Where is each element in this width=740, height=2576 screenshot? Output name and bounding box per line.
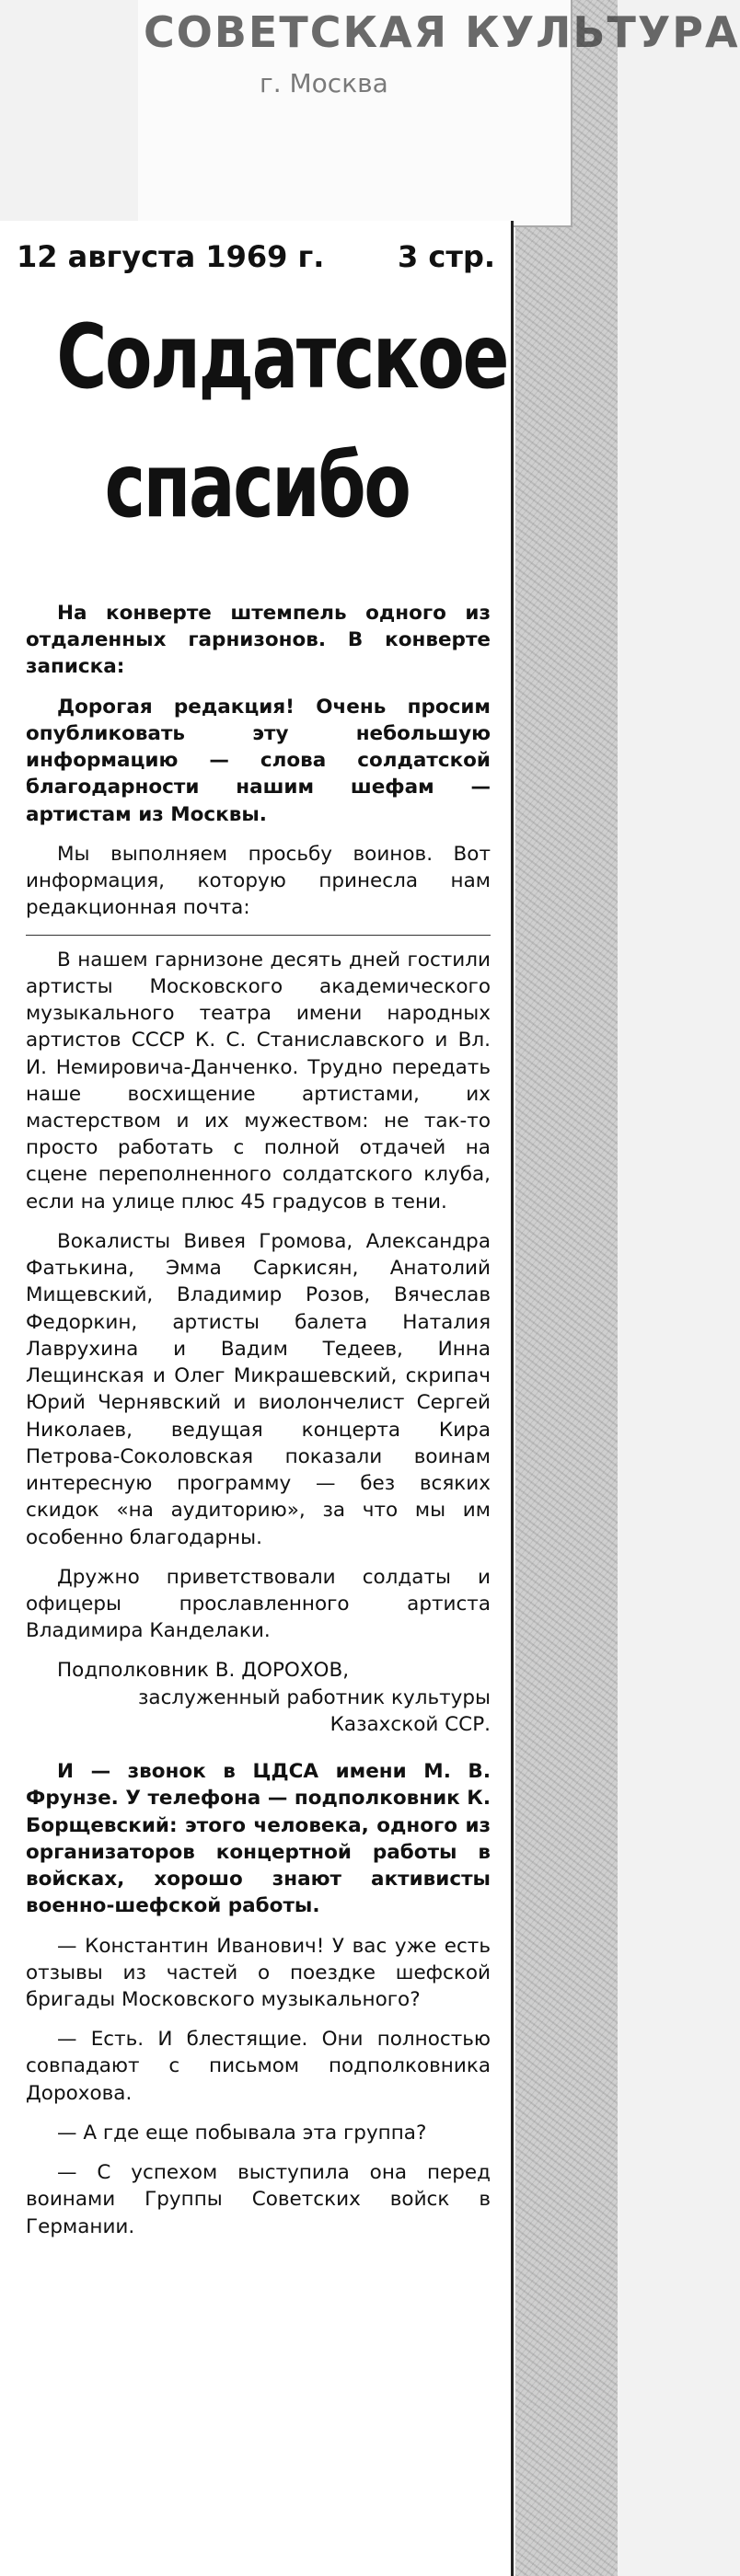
signature-title: заслуженный работник культуры Казахской ССР.: [138, 1685, 491, 1736]
photocopy-margin: [515, 0, 618, 2576]
dateline: [17, 239, 495, 274]
article-phone-call: И — звонок в ЦДСА имени М. В. Фрунзе. У телефона — подполковник К. Борщевский: этого человека, одного из организаторов концертной работы в войсках, хорошо знают активисты военно-шефской работы.: [26, 1760, 491, 1918]
headline-line-2: спасибо: [104, 434, 410, 537]
article-paragraph: Дружно приветствовали солдаты и офицеры прославленного артиста Владимира Канделаки.: [26, 1565, 491, 1643]
issue-date: 12 августа 1969 г.: [17, 239, 325, 274]
interview-answer: — Есть. И блестящие. Они полностью совпадают с письмом подполковника Дорохова.: [26, 2028, 491, 2105]
article-signature: [26, 1657, 491, 1738]
article-letter: Дорогая редакция! Очень просим опубликовать эту небольшую информацию — слова солдатской благодарности нашим шефам — артистам из Москвы.: [26, 695, 491, 826]
signature-name: Подполковник В. ДОРОХОВ,: [57, 1659, 350, 1683]
page-number: 3 стр.: [398, 239, 495, 274]
interview-question: — Константин Иванович! У вас уже есть отзывы из частей о поездке шефской бригады Московского музыкального?: [26, 1934, 491, 2012]
clipping-stamp: [138, 0, 740, 227]
article-request: Мы выполняем просьбу воинов. Вот информация, которую принесла нам редакционная почта:: [26, 842, 491, 920]
clipping-source: СОВЕТСКАЯ КУЛЬТУРА: [144, 7, 740, 57]
clipping-city: г. Москва: [260, 68, 388, 98]
headline-line-1: Солдатское: [56, 305, 508, 408]
interview-answer: — С успехом выступила она перед воинами Группы Советских войск в Германии.: [26, 2161, 491, 2238]
interview-question: — А где еще побывала эта группа?: [57, 2121, 427, 2145]
article-body: [26, 600, 491, 2253]
article-intro: На конверте штемпель одного из отдаленных гарнизонов. В конверте записка:: [26, 602, 491, 679]
article-paragraph: В нашем гарнизоне десять дней гостили артисты Московского академического музыкального театра имени народных артистов СССР К. С. Станиславского и Вл. И. Немировича-Данченко. Трудно передать наше восхищение артистами, их мастерством и их мужеством: не так-то просто работать с полной отдачей на сцене переполненного солдатского клуба, если на улице плюс 45 градусов в тени.: [26, 948, 491, 1213]
article-paragraph: Вокалисты Вивея Громова, Александра Фатькина, Эмма Саркисян, Анатолий Мищевский, Владимир Розов, Вячеслав Федоркин, артисты балета Наталия Лаврухина и Вадим Тедеев, Инна Лещинская и Олег Микрашевский, скрипач Юрий Чернявский и виолончелист Сергей Николаев, ведущая концерта Кира Петрова-Соколовская показали воинам интересную программу — без всяких скидок «на аудиторию», за что мы им особенно благодарны.: [26, 1229, 491, 1549]
newspaper-column: [0, 221, 514, 2576]
section-divider: [26, 935, 491, 936]
